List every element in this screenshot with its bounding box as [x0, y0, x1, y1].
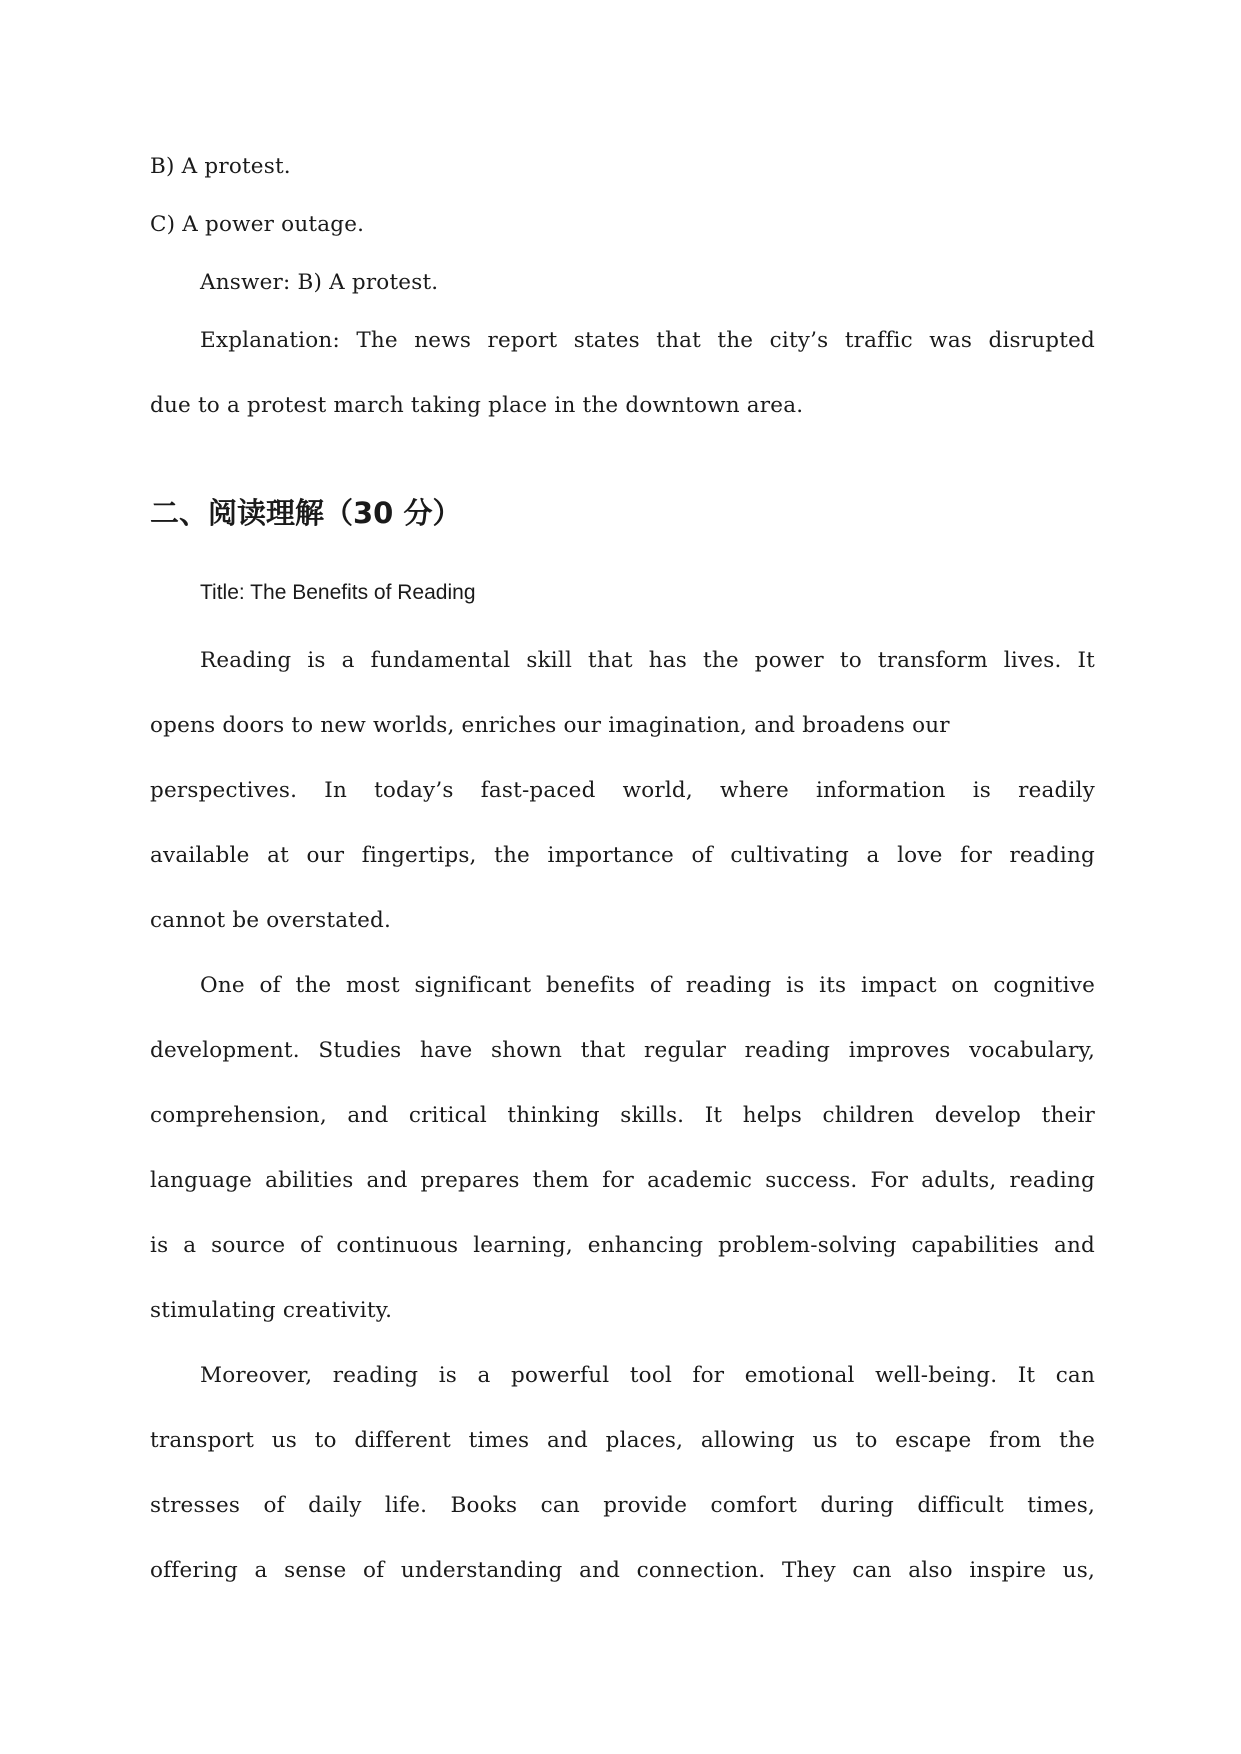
- paragraph-line: stimulating creativity.: [150, 1298, 393, 1323]
- paragraph-3: [150, 1343, 1095, 1603]
- explanation: [150, 308, 1095, 438]
- option-b: [150, 134, 1095, 199]
- paragraph-line: comprehension, and critical thinking skills. It helps children develop their: [150, 1103, 1095, 1128]
- explanation-line-1: Explanation: The news report states that the city’s traffic was disrupted: [200, 328, 1095, 353]
- paragraph-line: development. Studies have shown that regular reading improves vocabulary,: [150, 1038, 1095, 1063]
- paragraph-line: Moreover, reading is a powerful tool for emotional well-being. It can: [200, 1363, 1095, 1388]
- paragraph-line: cannot be overstated.: [150, 908, 392, 933]
- answer-line: [150, 250, 1095, 315]
- section-heading-block: [150, 478, 1095, 548]
- option-b-text: B) A protest.: [150, 154, 291, 179]
- paragraph-1: [150, 628, 1095, 953]
- paragraph-line: transport us to different times and places, allowing us to escape from the: [150, 1428, 1095, 1453]
- section-heading: 二、阅读理解（30 分）: [150, 496, 462, 530]
- paragraph-line: language abilities and prepares them for academic success. For adults, reading: [150, 1168, 1095, 1193]
- explanation-line-2: due to a protest march taking place in the downtown area.: [150, 393, 804, 418]
- paragraph-line: perspectives. In today’s fast-paced world, where information is readily: [150, 778, 1095, 803]
- passage-title: Title: The Benefits of Reading: [200, 581, 476, 604]
- paragraph-line: available at our fingertips, the importance of cultivating a love for reading: [150, 843, 1095, 868]
- paragraph-line: offering a sense of understanding and connection. They can also inspire us,: [150, 1558, 1095, 1583]
- paragraph-line: stresses of daily life. Books can provide comfort during difficult times,: [150, 1493, 1095, 1518]
- paragraph-2: [150, 953, 1095, 1343]
- paragraph-line: One of the most significant benefits of reading is its impact on cognitive: [200, 973, 1095, 998]
- paragraph-line: is a source of continuous learning, enhancing problem-solving capabilities and: [150, 1233, 1095, 1258]
- paragraph-line: opens doors to new worlds, enriches our imagination, and broadens our: [150, 713, 950, 738]
- paragraph-line: Reading is a fundamental skill that has the power to transform lives. It: [200, 648, 1095, 673]
- passage-title-block: [150, 565, 1095, 620]
- option-c: [150, 192, 1095, 257]
- option-c-text: C) A power outage.: [150, 212, 365, 237]
- answer-text: Answer: B) A protest.: [200, 270, 439, 295]
